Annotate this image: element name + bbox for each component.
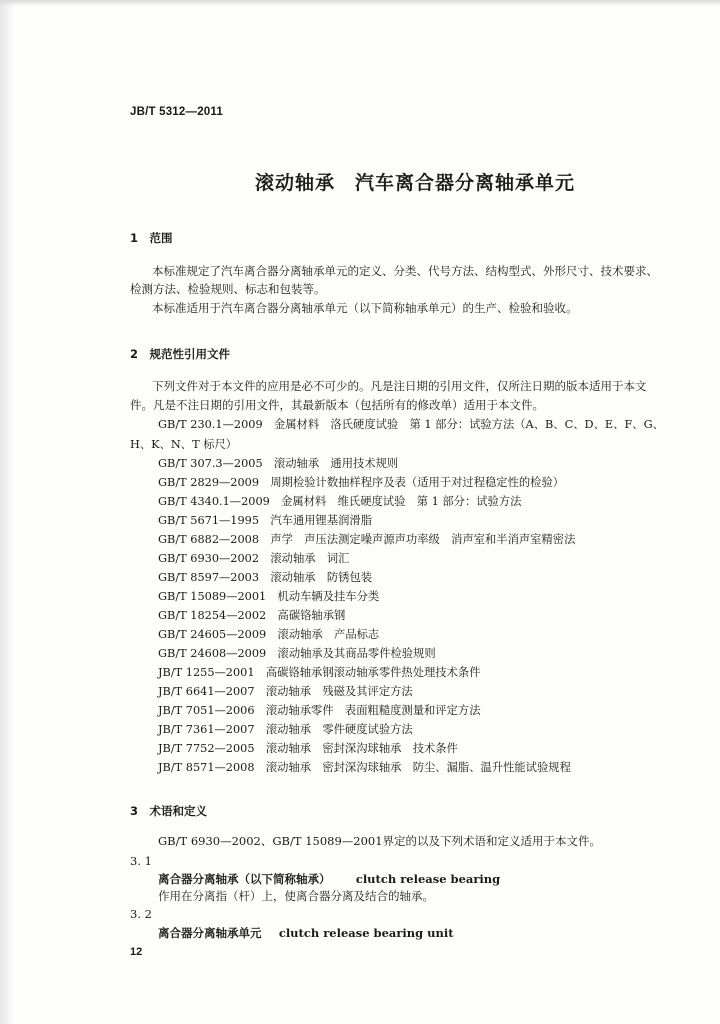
reference-item: GB/T 5671—1995 汽车通用锂基润滑脂 bbox=[158, 514, 373, 527]
term-3-1-definition: 作用在分离指（杆）上，使离合器分离及结合的轴承。 bbox=[158, 889, 434, 903]
term-3-2-english: clutch release bearing unit bbox=[278, 926, 454, 940]
term-3-1-title bbox=[158, 871, 500, 887]
scan-shadow-left bbox=[0, 0, 14, 1024]
reference-item: GB/T 307.3—2005 滚动轴承 通用技术规则 bbox=[158, 457, 399, 470]
document-code-header: JB/T 5312—2011 bbox=[130, 106, 223, 118]
reference-item: GB/T 6882—2008 声学 声压法测定噪声源声功率级 消声室和半消声室精密法 bbox=[158, 533, 576, 546]
term-3-2-title bbox=[158, 925, 454, 941]
reference-item-continued: H、K、N、T 标尺） bbox=[130, 438, 238, 451]
scan-shadow-top bbox=[0, 0, 720, 6]
reference-item: GB/T 24608—2009 滚动轴承及其商品零件检验规则 bbox=[158, 647, 436, 660]
section-3-intro: GB/T 6930—2002、GB/T 15089—2001界定的以及下列术语和定义适用于本文件。 bbox=[158, 834, 602, 848]
reference-item: JB/T 8571—2008 滚动轴承 密封深沟球轴承 防尘、漏脂、温升性能试验规程 bbox=[158, 761, 571, 774]
reference-item: GB/T 18254—2002 高碳铬轴承钢 bbox=[158, 609, 346, 622]
term-3-1-chinese: 离合器分离轴承（以下简称轴承） bbox=[158, 872, 331, 886]
term-3-1-english: clutch release bearing bbox=[355, 872, 501, 886]
reference-item: JB/T 6641—2007 滚动轴承 残磁及其评定方法 bbox=[158, 685, 413, 698]
section-2-heading: 2 规范性引用文件 bbox=[130, 347, 231, 361]
section-1-paragraph-2: 本标准适用于汽车离合器分离轴承单元（以下简称轴承单元）的生产、检验和验收。 bbox=[152, 301, 578, 315]
section-1-paragraph-1-line-2: 检测方法、检验规则、标志和包装等。 bbox=[130, 282, 326, 296]
reference-item: JB/T 7752—2005 滚动轴承 密封深沟球轴承 技术条件 bbox=[158, 742, 458, 755]
reference-item: GB/T 2829—2009 周期检验计数抽样程序及表（适用于对过程稳定性的检验） bbox=[158, 476, 565, 489]
page-number: 12 bbox=[130, 946, 143, 958]
term-3-2-number: 3. 2 bbox=[130, 907, 152, 921]
reference-item: GB/T 15089—2001 机动车辆及挂车分类 bbox=[158, 590, 380, 603]
reference-item: GB/T 8597—2003 滚动轴承 防锈包装 bbox=[158, 571, 373, 584]
reference-item: GB/T 230.1—2009 金属材料 洛氏硬度试验 第 1 部分：试验方法（A、B、C、D、E、F、G、 bbox=[158, 418, 664, 431]
reference-item: GB/T 6930—2002 滚动轴承 词汇 bbox=[158, 552, 350, 565]
reference-item: JB/T 1255—2001 高碳铬轴承钢滚动轴承零件热处理技术条件 bbox=[158, 666, 481, 679]
section-2-intro-line-2: 件。凡是不注日期的引用文件，其最新版本（包括所有的修改单）适用于本文件。 bbox=[130, 398, 544, 412]
reference-item: GB/T 4340.1—2009 金属材料 维氏硬度试验 第 1 部分：试验方法 bbox=[158, 495, 522, 508]
reference-item: JB/T 7361—2007 滚动轴承 零件硬度试验方法 bbox=[158, 723, 413, 736]
reference-item: JB/T 7051—2006 滚动轴承零件 表面粗糙度测量和评定方法 bbox=[158, 704, 481, 717]
reference-item: GB/T 24605—2009 滚动轴承 产品标志 bbox=[158, 628, 380, 641]
term-3-1-number: 3. 1 bbox=[130, 854, 152, 868]
section-2-intro-line-1: 下列文件对于本文件的应用是必不可少的。凡是注日期的引用文件，仅所注日期的版本适用于本文 bbox=[152, 379, 647, 393]
section-3-heading: 3 术语和定义 bbox=[130, 804, 208, 818]
document-title: 滚动轴承 汽车离合器分离轴承单元 bbox=[255, 172, 576, 194]
section-1-paragraph-1-line-1: 本标准规定了汽车离合器分离轴承单元的定义、分类、代号方法、结构型式、外形尺寸、技术要求、 bbox=[152, 264, 658, 278]
term-3-2-chinese: 离合器分离轴承单元 bbox=[158, 926, 262, 940]
section-1-heading: 1 范围 bbox=[130, 231, 173, 245]
